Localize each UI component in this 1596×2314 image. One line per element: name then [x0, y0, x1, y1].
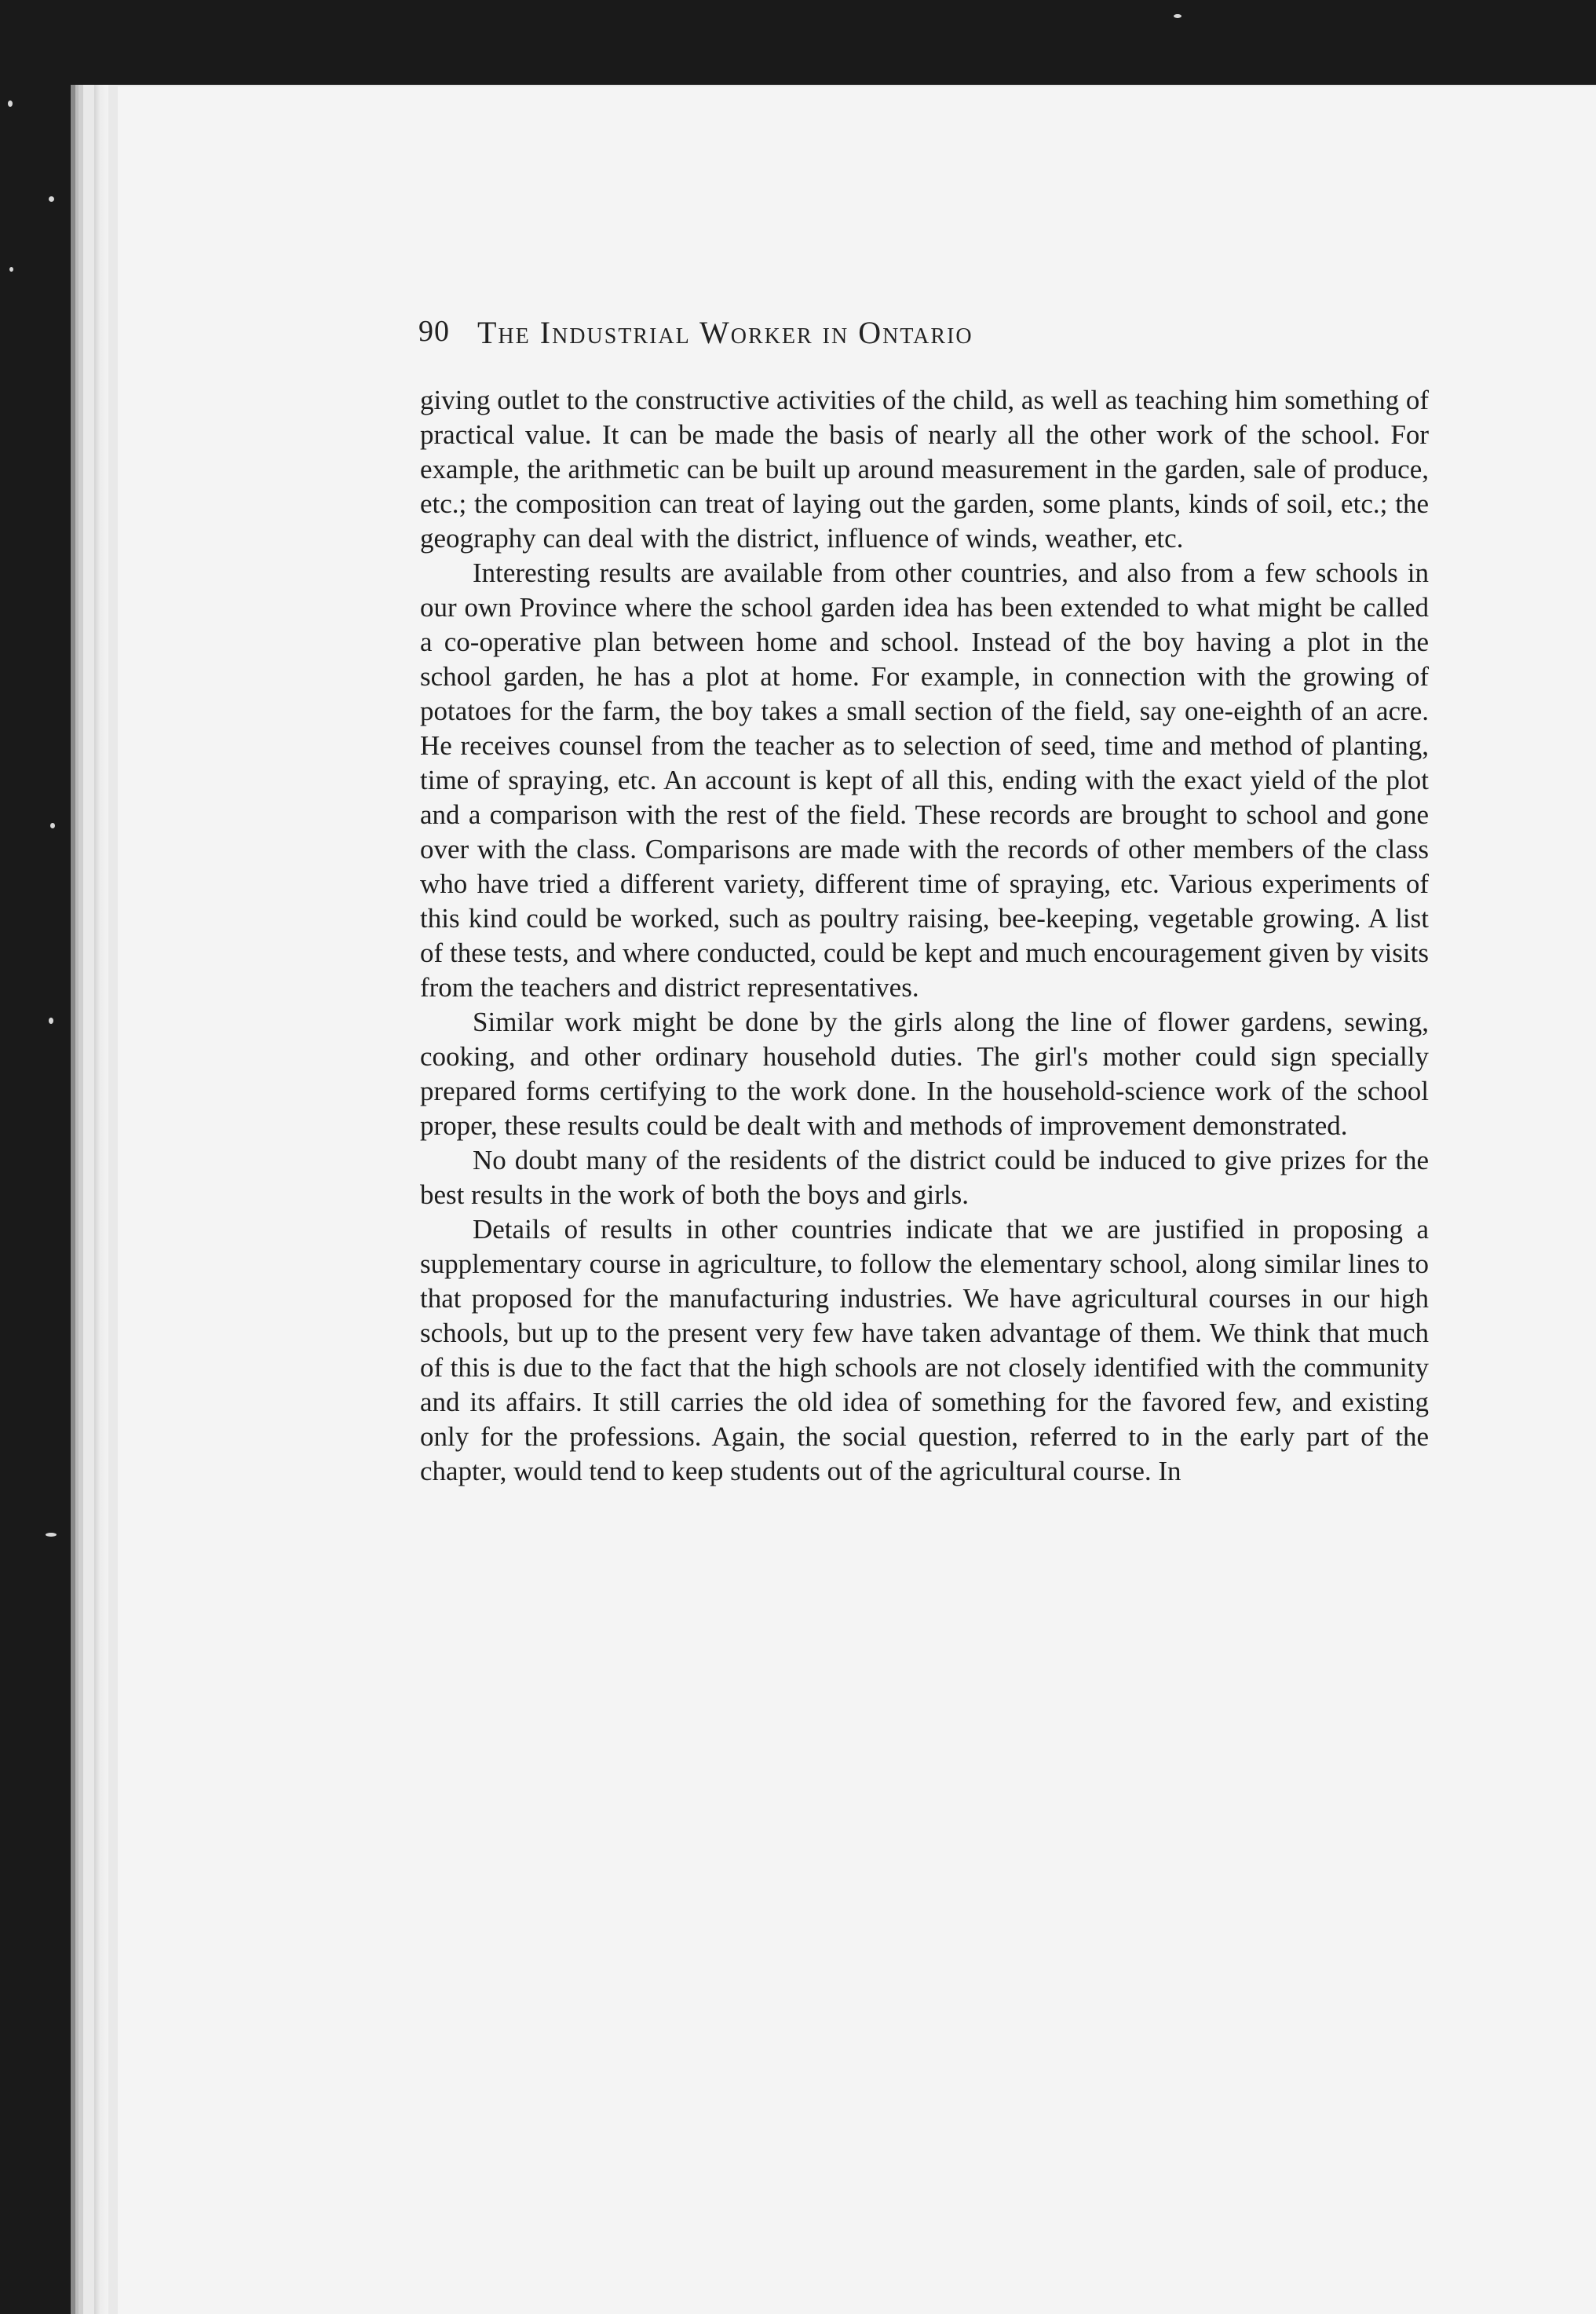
running-title: The Industrial Worker in Ontario	[477, 315, 973, 350]
scan-speck	[49, 1018, 53, 1024]
scan-speck	[46, 1533, 57, 1537]
page-number: 90	[418, 315, 450, 348]
running-head	[297, 314, 1435, 361]
scan-speck	[50, 823, 55, 828]
paragraph: Details of results in other countries indicate that we are justified in proposing a supplementary course in agriculture, to follow the elementary school, along similar lines to that proposed for the manufacturing industries. We have agricultural courses in our high schools, but up to the present very few have taken advantage of them. We think that much of this is due to the fact that the high schools are not closely identified with the community and its affairs. It still carries the old idea of something for the favored few, and existing only for the professions. Again, the social question, referred to in the early part of the chapter, would tend to keep students out of the agricultural course. In	[420, 1214, 1429, 1486]
body-text	[420, 383, 1429, 1489]
scan-speck	[49, 196, 54, 202]
paragraph: Interesting results are available from other countries, and also from a few schools in our own Province where the school garden idea has been extended to what might be called a co-operative plan between home and school. Instead of the boy having a plot in the school garden, he has a plot at home. For example, in connection with the growing of potatoes for the farm, the boy takes a small section of the field, say one-eighth of an acre. He receives counsel from the teacher as to selection of seed, time and method of planting, time of spraying, etc. An account is kept of all this, ending with the exact yield of the plot and a comparison with the rest of the field. These records are brought to school and gone over with the class. Comparisons are made with the records of other members of the class who have tried a different variety, different time of spraying, etc. Various experiments of this kind could be worked, such as poultry raising, bee-keeping, vegetable growing. A list of these tests, and where conducted, could be kept and much encouragement given by visits from the teachers and district representatives.	[420, 557, 1429, 1003]
paragraph: No doubt many of the residents of the district could be induced to give prizes for the best results in the work of both the boys and girls.	[420, 1145, 1429, 1210]
scan-speck	[9, 267, 13, 272]
paragraph: giving outlet to the constructive activities of the child, as well as teaching him something of practical value. It can be made the basis of nearly all the other work of the school. For example, the arithmetic can be built up around measurement in the garden, sale of produce, etc.; the composition can treat of laying out the garden, some plants, kinds of soil, etc.; the geography can deal with the district, influence of winds, weather, etc.	[420, 385, 1429, 554]
scan-speck	[8, 101, 13, 107]
scan-speck	[1174, 14, 1181, 18]
paragraph: Similar work might be done by the girls along the line of flower gardens, sewing, cooking, and other ordinary household duties. The girl's mother could sign specially prepared forms certifying to the work done. In the household-science work of the school proper, these results could be dealt with and methods of improvement demonstrated.	[420, 1007, 1429, 1141]
